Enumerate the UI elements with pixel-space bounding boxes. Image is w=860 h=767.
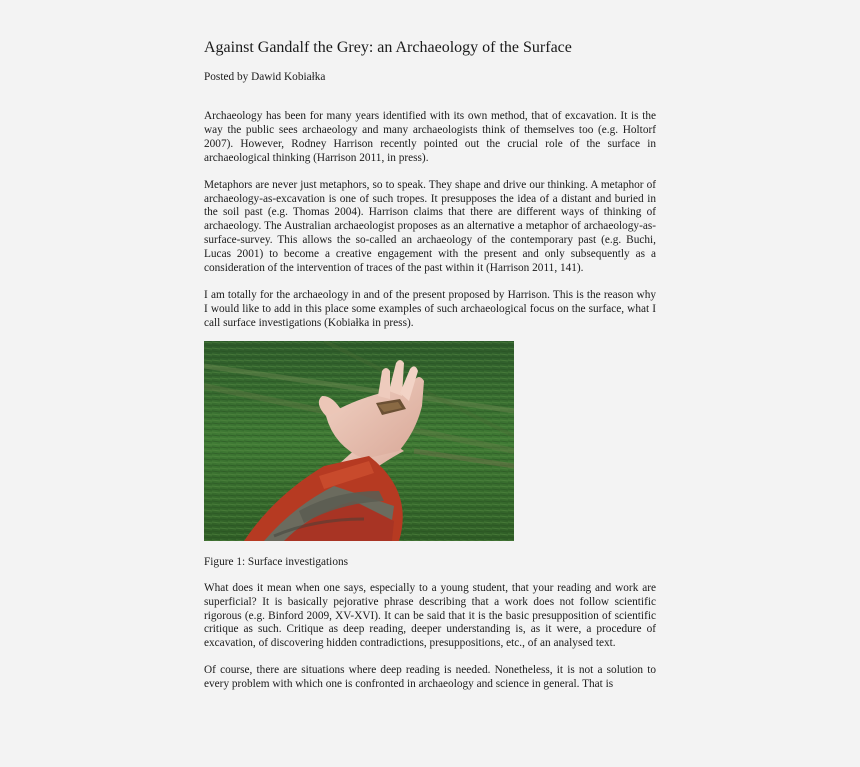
figure-caption: Figure 1: Surface investigations xyxy=(204,555,349,568)
article-byline: Posted by Dawid Kobiałka xyxy=(204,71,326,83)
figure-hand-photo xyxy=(204,341,514,541)
paragraph-5: Of course, there are situations where deep reading is needed. Nonetheless, it is not a solution to every problem with which one is confronted in archaeology and science in general. That is xyxy=(204,664,656,691)
field-hand-photo xyxy=(204,341,514,541)
paragraph-1: Archaeology has been for many years identified with its own method, that of excavation. It is the way the public sees archaeology and many archaeologists think of themselves too (e.g. Holtorf 2007). However, Rodney Harrison recently pointed out the crucial role of the surface in archaeological thinking (Harrison 2011, in press). xyxy=(204,110,656,164)
paragraph-4: What does it mean when one says, especially to a young student, that your reading and work are superficial? It is basically pejorative phrase describing that a work does not follow scientific rigorous (e.g. Binford 2009, XV-XVI). It can be said that it is the basic presupposition of scientific critique as such. Critique as deep reading, deeper understanding is, as it were, a procedure of excavation, of discovering hidden contradictions, presuppositions, etc., of an analysed text. xyxy=(204,581,656,650)
article xyxy=(204,38,656,692)
article-title: Against Gandalf the Grey: an Archaeology of the Surface xyxy=(204,39,572,56)
paragraph-3: I am totally for the archaeology in and of the present proposed by Harrison. This is the reason why I would like to add in this place some examples of such archaeological focus on the surface, what I call surface investigations (Kobiałka in press). xyxy=(204,288,656,329)
paragraph-2: Metaphors are never just metaphors, so to speak. They shape and drive our thinking. A metaphor of archaeology-as-excavation is one of such tropes. It presupposes the idea of a distant and buried in the soil past (e.g. Thomas 2004). Harrison claims that there are different ways of thinking of archaeology. The Australian archaeologist proposes as an alternative a metaphor of archaeology-as-surface-survey. This allows the so-called an archaeology of the contemporary past (e.g. Buchi, Lucas 2001) to become a creative engagement with the present and only subsequently as a consideration of the intervention of traces of the past within it (Harrison 2011, 141). xyxy=(204,178,656,275)
